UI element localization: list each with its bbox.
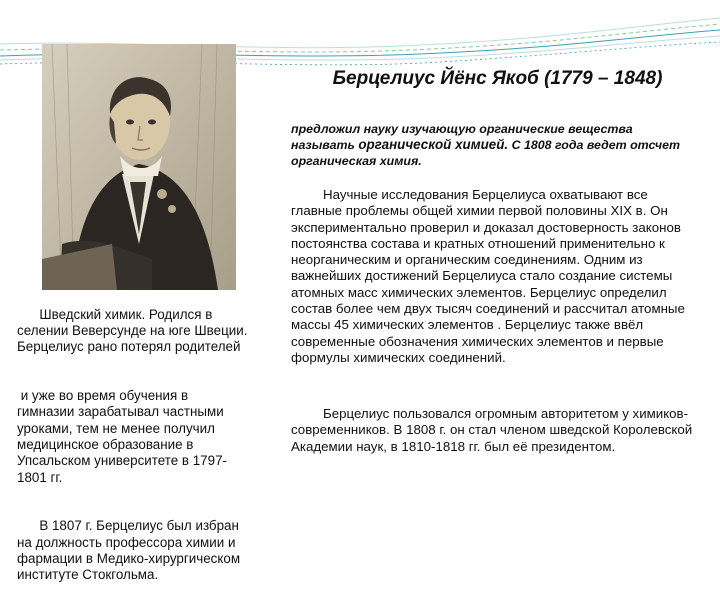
research-paragraph: Научные исследования Берцелиуса охватывают все главные проблемы общей химии первой половины XIX в. Он экспериментально проверил и доказал достоверность законов постоянства состава и кратных отношений применительно к неорганическим и органическим соединениям. Одним из важнейших достижений Берцелиуса стало создание системы атомных масс химических элементов. Берцелиус определил состав более чем двух тысяч соединений и рассчитал атомные массы 45 химических элементов . Берцелиус также ввёл современные обозначения химических элементов и первые формулы химических соединений. bbox=[291, 187, 685, 365]
page-title: Берцелиус Йёнс Якоб (1779 – 1848) bbox=[332, 68, 663, 89]
portrait-image bbox=[42, 44, 236, 290]
bio-paragraph: В 1807 г. Берцелиус был избран на должность профессора химии и фармации в Медико-хирургическом институте Стокгольма. bbox=[17, 518, 244, 583]
lead-highlight: органической химией. bbox=[358, 137, 509, 152]
lead-text-part1: предложил науку изучающую органические вещества называть bbox=[291, 122, 633, 152]
lead-text-part2: С 1808 года ведет отсчет органическая химия. bbox=[291, 138, 681, 168]
bio-paragraph: и уже во время обучения в гимназии зарабатывал частными уроками, тем не менее получил медицинское образование в Упсальском университете в 1797-1801 гг. bbox=[17, 388, 228, 485]
bio-paragraph: Шведский химик. Родился в селении Веверсунде на юге Швеции. Берцелиус рано потерял родителей bbox=[17, 306, 252, 355]
authority-paragraph: Берцелиус пользовался огромным авторитетом у химиков-современников. В 1808 г. он стал членом шведской Королевской Академии наук, в 1810-1818 гг. был её президентом. bbox=[291, 406, 693, 454]
biography-block bbox=[17, 274, 252, 600]
lead-statement bbox=[291, 121, 693, 169]
